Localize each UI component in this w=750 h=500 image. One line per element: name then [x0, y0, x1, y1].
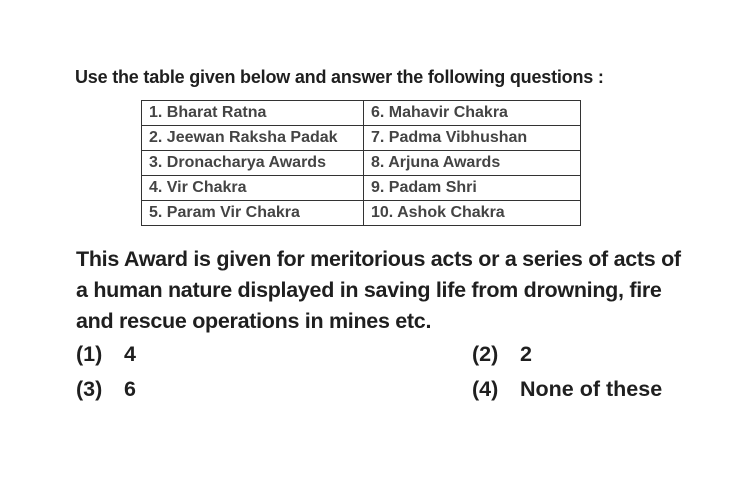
awards-table [141, 100, 581, 226]
option-number: (1) [76, 342, 103, 366]
option-number: (4) [472, 377, 499, 401]
option-number: (3) [76, 377, 103, 401]
table-cell: 7. Padma Vibhushan [364, 126, 581, 151]
table-cell: 6. Mahavir Chakra [364, 101, 581, 126]
table-cell: 3. Dronacharya Awards [142, 151, 364, 176]
option-number: (2) [472, 342, 499, 366]
table-row [142, 176, 581, 201]
question-text: This Award is given for meritorious acts or a series of acts of a human nature displayed in saving life from drowning, fire and rescue operations in mines etc. [76, 247, 681, 333]
table-cell: 5. Param Vir Chakra [142, 201, 364, 226]
instruction-text: Use the table given below and answer the following questions : [75, 67, 604, 87]
table-row [142, 151, 581, 176]
table-cell: 4. Vir Chakra [142, 176, 364, 201]
option-text: 6 [124, 377, 136, 401]
option-2[interactable] [472, 342, 532, 367]
table-cell: 2. Jeewan Raksha Padak [142, 126, 364, 151]
table-row [142, 101, 581, 126]
option-text: 2 [520, 342, 532, 366]
table-row [142, 201, 581, 226]
option-4[interactable] [472, 377, 662, 402]
option-3[interactable] [76, 377, 136, 402]
option-text: 4 [124, 342, 136, 366]
option-text: None of these [520, 377, 663, 401]
table-cell: 9. Padam Shri [364, 176, 581, 201]
table-cell: 1. Bharat Ratna [142, 101, 364, 126]
table-cell: 10. Ashok Chakra [364, 201, 581, 226]
table-row [142, 126, 581, 151]
option-1[interactable] [76, 342, 136, 367]
table-cell: 8. Arjuna Awards [364, 151, 581, 176]
